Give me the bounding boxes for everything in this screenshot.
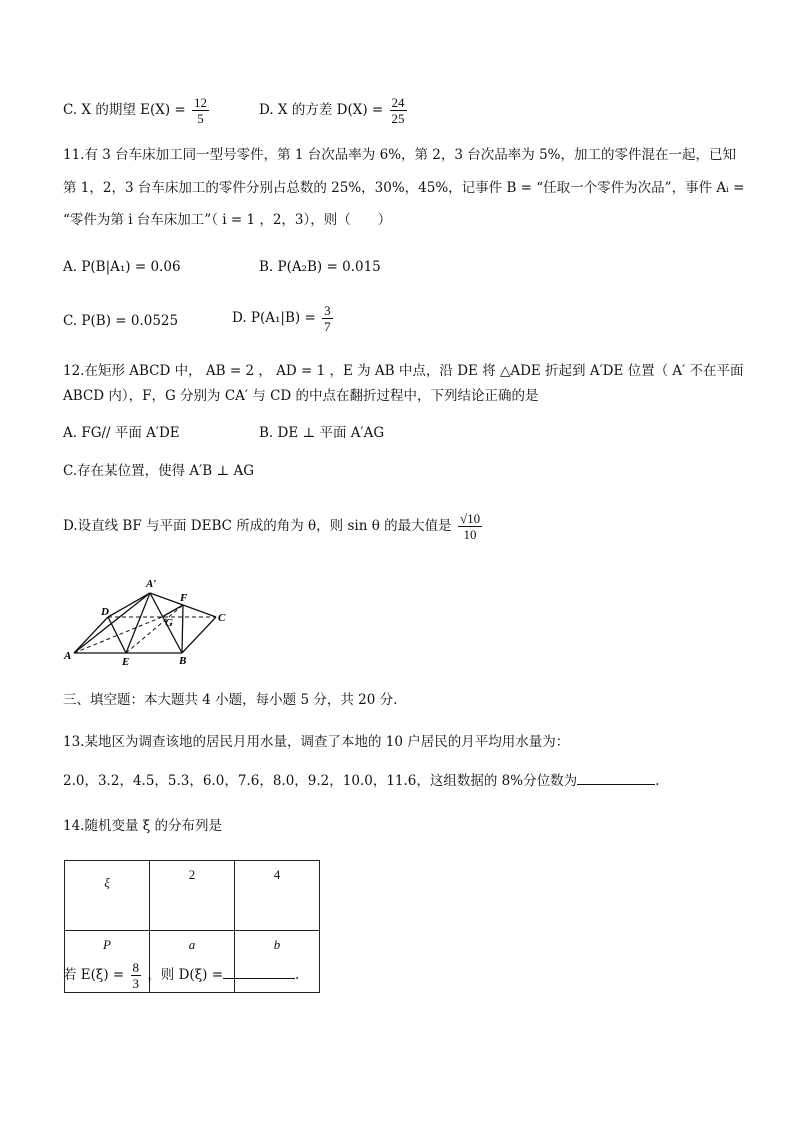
q10-option-d-text: D. X 的方差 D(X) = xyxy=(259,102,384,118)
label-E: E xyxy=(122,656,130,668)
q11-option-a: A. P(B|A₁) = 0.06 xyxy=(63,259,181,275)
edge-AG-hidden xyxy=(74,617,162,653)
q12-option-d xyxy=(63,511,484,542)
q12-option-d-text: D.设直线 BF 与平面 DEBC 所成的角为 θ，则 sin θ 的最大值是 xyxy=(63,518,452,534)
edge-FG xyxy=(162,605,183,617)
fraction-numerator: 24 xyxy=(391,95,405,110)
q14-condition xyxy=(63,960,299,991)
q14-condition-suffix: ，则 D(ξ) = xyxy=(147,967,223,983)
answer-blank[interactable] xyxy=(223,964,295,979)
q12-option-a: A. FG// 平面 A′DE xyxy=(63,425,180,441)
table-cell: P xyxy=(65,931,150,993)
table-cell: 2 xyxy=(150,861,235,931)
q14-period: . xyxy=(295,967,300,983)
fraction-denominator: 7 xyxy=(324,319,331,334)
label-B: B xyxy=(179,655,187,667)
edge-EF-hidden xyxy=(126,605,183,653)
edge-BF xyxy=(182,605,183,653)
q11-stem-line2: 第 1，2，3 台车床加工的零件分别占总数的 25%，30%，45%，记事件 B = “任取一个零件为次品”，事件 Aᵢ = xyxy=(63,180,745,196)
table-row xyxy=(65,861,320,931)
q12-option-d-fraction xyxy=(458,511,482,542)
table-cell: b xyxy=(235,931,320,993)
q11-stem-line3: “零件为第 i 台车床加工”（ i = 1 ，2，3），则（ ） xyxy=(63,212,392,228)
table-cell: 4 xyxy=(235,861,320,931)
q12-stem-line1: 12.在矩形 ABCD 中， AB = 2 ， AD = 1 ，E 为 AB 中点，沿 DE 将 △ADE 折起到 A′DE 位置（ A′ 不在平面 xyxy=(63,363,744,379)
q11-option-d-fraction xyxy=(322,303,333,334)
q12-stem-line2: ABCD 内），F，G 分别为 CA′ 与 CD 的中点在翻折过程中，下列结论正确的是 xyxy=(63,388,539,404)
fraction-numerator: 8 xyxy=(132,960,140,975)
fraction-numerator: 3 xyxy=(324,303,331,318)
q14-stem: 14.随机变量 ξ 的分布列是 xyxy=(63,818,222,834)
q11-option-c: C. P(B) = 0.0525 xyxy=(63,313,179,329)
label-A1: A′ xyxy=(146,578,157,590)
fraction-denominator: 3 xyxy=(132,976,140,991)
label-G: G xyxy=(165,617,173,629)
edge-DA1 xyxy=(108,593,150,617)
fraction-denominator: 25 xyxy=(391,111,405,126)
q13-data-text: 2.0，3.2，4.5，5.3，6.0，7.6，8.0，9.2，10.0，11.6，这组数据的 8%分位数为 xyxy=(63,773,578,789)
edge-BC xyxy=(182,617,216,653)
folding-figure xyxy=(60,575,240,670)
q13-period: . xyxy=(655,773,660,789)
q11-option-d xyxy=(232,303,335,334)
q11-option-d-text: D. P(A₁|B) = xyxy=(232,310,316,326)
q13-stem-line1: 13.某地区为调查该地的居民月用水量，调查了本地的 10 户居民的月平均用水量为： xyxy=(63,734,570,750)
q14-condition-prefix: 若 E(ξ) = xyxy=(63,967,125,983)
label-C: C xyxy=(218,612,226,624)
q11-stem-line1: 11.有 3 台车床加工同一型号零件，第 1 台次品率为 6%，第 2，3 台次品率为 5%，加工的零件混在一起，已知 xyxy=(63,147,736,163)
q10-option-d-fraction xyxy=(390,95,407,126)
q12-option-c: C.存在某位置，使得 A′B ⊥ AG xyxy=(63,463,254,479)
answer-blank[interactable] xyxy=(577,770,655,785)
q10-option-c-text: C. X 的期望 E(X) = xyxy=(63,102,186,118)
label-F: F xyxy=(180,592,188,604)
fraction-denominator: 10 xyxy=(463,527,477,542)
q12-option-b: B. DE ⊥ 平面 A′AG xyxy=(259,425,385,441)
q10-option-c-fraction xyxy=(192,95,209,126)
table-cell: ξ xyxy=(65,861,150,931)
q10-option-d xyxy=(259,95,409,126)
table-cell: a xyxy=(150,931,235,993)
fraction-numerator: √10 xyxy=(459,511,481,526)
section-3-heading: 三、填空题：本大题共 4 小题，每小题 5 分，共 20 分. xyxy=(63,692,398,708)
q10-option-c xyxy=(63,95,211,126)
label-A: A xyxy=(64,650,72,662)
q14-condition-fraction xyxy=(131,960,142,991)
label-D: D xyxy=(101,606,109,618)
fraction-denominator: 5 xyxy=(197,111,204,126)
edge-DE xyxy=(108,617,126,653)
edge-AD xyxy=(74,617,108,653)
q11-option-b: B. P(A₂B) = 0.015 xyxy=(259,259,381,275)
fraction-numerator: 12 xyxy=(194,95,208,110)
q13-stem-line2 xyxy=(63,770,659,791)
